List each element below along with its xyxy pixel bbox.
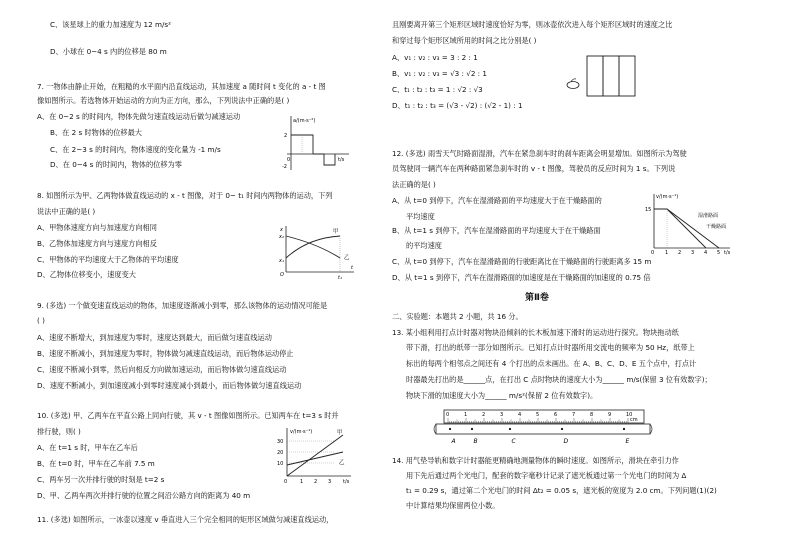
- q7-option-a: A、在 0~2 s 的时间内，物体先做匀速直线运动后做匀减速运动: [37, 112, 241, 121]
- q10-ytick: 10: [277, 461, 284, 467]
- q7-ytick: 2: [284, 133, 288, 139]
- q10-stem-line1: 10. (多选) 甲、乙两车在平直公路上同向行驶，其 v - t 图像如图所示。已知两车在 t=3 s 时并: [37, 411, 339, 420]
- tape-dot: [561, 428, 563, 430]
- q8-label-yi: 乙: [344, 255, 350, 261]
- q7-stem-line1: 7. 一物体由静止开始，在粗糙的水平面内沿直线运动，其加速度 a 随时间 t 变化的 a - t 图: [37, 82, 326, 91]
- q10-stem-line2: 排行驶，则( ): [37, 427, 81, 436]
- q8-label-jia: 甲: [333, 229, 339, 235]
- ruler-number: 7: [572, 412, 576, 418]
- tape-point-label: D: [563, 438, 569, 445]
- q8-option-a: A、甲物体速度方向与加速度方向相同: [37, 223, 157, 232]
- q7-ylabel: a/(m·s⁻²): [293, 118, 316, 124]
- q7-option-b: B、在 2 s 时物体的位移最大: [50, 128, 142, 137]
- q11-region-1: [587, 56, 603, 96]
- q8-ylabel: x: [280, 227, 283, 233]
- q11-stem-line3: 和穿过每个矩形区域所用的时间之比分别是( ): [392, 36, 537, 45]
- q12-xtick: 1: [665, 250, 669, 256]
- paper-tape: [436, 424, 650, 434]
- q12-option-c: C、从 t=0 到停下，汽车在湿滑路面的行驶距离比在干燥路面的行驶距离多 15 m: [392, 257, 652, 266]
- q10-option-a: A、在 t=1 s 时，甲车在乙车后: [37, 443, 138, 452]
- q11-stem-line2: 且刚要离开第三个矩形区域时速度恰好为零，则冰壶依次进入每个矩形区域时的速度之比: [392, 20, 673, 29]
- q9-option-b: B、速度不断减小，到加速度为零时，物体做匀减速直线运动，而后物体运动停止: [37, 349, 294, 358]
- q8-option-c: C、甲物体的平均速度大于乙物体的平均速度: [37, 255, 179, 264]
- tape-point-label: B: [473, 438, 478, 445]
- q9-option-d: D、速度不断减小，到加速度减小到零时速度减小到最小，而后物体做匀速直线运动: [37, 381, 302, 390]
- q10-ytick: 20: [277, 450, 284, 456]
- q14-line2: 用下先后通过两个光电门，配套的数字毫秒计记录了遮光板通过第一个光电门的时间为 Δ: [406, 471, 687, 480]
- q8-curve-yi: [286, 236, 340, 258]
- q12-stem-line2: 员驾驶同一辆汽车在两种路面紧急刹车时的 v - t 图像，驾驶员的反应时间为 1 s。下列说: [392, 164, 676, 173]
- q12-label-wet: 湿滑路面: [698, 213, 719, 219]
- q13-line1: 13. 某小组利用打点计时器对物块沿倾斜的长木板加速下滑时的运动进行探究。物块拖动纸: [392, 328, 679, 337]
- tape-dot: [471, 428, 473, 430]
- q11-stem-line1: 11. (多选) 如图所示，一冰壶以速度 v 垂直进入三个完全相同的矩形区域做匀减速直线运动，: [37, 515, 334, 524]
- q10-ytick: 30: [277, 439, 284, 445]
- q10-vt-graph: [275, 426, 355, 484]
- q10-label-jia: 甲: [337, 430, 343, 436]
- q14-line3: t₁ = 0.29 s，通过第二个光电门的时间 Δt₂ = 0.05 s，遮光板的宽度为 2.0 cm。下列问题(1)(2): [406, 486, 717, 495]
- q10-option-b: B、在 t=0 时，甲车在乙车前 7.5 m: [37, 459, 155, 468]
- right-column: [392, 0, 794, 560]
- q8-xt-graph: [278, 224, 358, 281]
- q9-option-c: C、速度不断减小到零，然后向相反方向做加速运动，而后物体做匀速直线运动: [37, 365, 287, 374]
- q10-xtick: 1: [300, 479, 304, 485]
- q12-ylabel: v/(m·s⁻¹): [656, 194, 679, 200]
- q7-at-graph: [283, 114, 353, 178]
- q12-option-b-line1: B、从 t=1 s 到停下，汽车在湿滑路面的平均速度大于在干燥路面: [392, 226, 601, 235]
- ruler-number: 4: [518, 412, 522, 418]
- q7-xlabel: t/s: [338, 157, 345, 163]
- q12-xtick: 0: [651, 250, 655, 256]
- q6-option-d: D、小球在 0~4 s 内的位移是 80 m: [50, 47, 167, 56]
- q10-option-c: C、两车另一次并排行驶的时刻是 t=2 s: [37, 475, 165, 484]
- ruler-number: 8: [590, 412, 594, 418]
- ruler-number: 10: [626, 412, 633, 418]
- q10-xtick: 0: [284, 479, 288, 485]
- ruler-body: [444, 410, 644, 423]
- q6-option-c: C、该星球上的重力加速度为 12 m/s²: [50, 20, 172, 29]
- q12-ytick: 15: [645, 207, 652, 213]
- q13-line2: 带下滑，打出的纸带一部分如图所示。已知打点计时器所用交流电的频率为 50 Hz，纸带上: [406, 343, 695, 352]
- ruler-number: 1: [464, 412, 468, 418]
- q7-a-segment2: [313, 154, 335, 165]
- section2-heading: 二、实验题：本题共 2 小题，共 16 分。: [392, 312, 523, 321]
- q11-option-c: C、t₁ : t₂ : t₃ = 1 : √2 : √3: [392, 85, 483, 94]
- ruler-number: 0: [446, 412, 450, 418]
- tape-dot: [449, 428, 451, 430]
- q10-xlabel: t/s: [343, 479, 350, 485]
- q11-region-2: [603, 56, 619, 96]
- q8-stem-line2: 说法中正确的是( ): [37, 207, 96, 216]
- tape-dot: [509, 428, 511, 430]
- tape-dot: [623, 428, 625, 430]
- q12-label-dry: 干燥路面: [706, 224, 727, 230]
- q7-stem-line2: 像如图所示。若选物体开始运动的方向为正方向，那么，下列说法中正确的是( ): [37, 96, 290, 105]
- q10-label-yi: 乙: [339, 460, 345, 466]
- q13-line4: 时器最先打出的是______点，在打出 C 点时物块的速度大小为______ m/s(保留 3 位有效数字)；: [406, 375, 712, 384]
- q14-line1: 14. 用气垫导轨和数字计时器能更精确地测量物体的瞬时速度。如图所示，滑块在牵引力作: [392, 456, 679, 465]
- q12-option-b-line2: 的平均速度: [406, 241, 442, 250]
- q12-xlabel: t/s: [724, 250, 731, 256]
- part2-title: 第Ⅱ卷: [525, 293, 549, 303]
- q8-origin: O: [280, 272, 284, 278]
- q7-option-c: C、在 2~3 s 的时间内，物体速度的变化量为 -1 m/s: [50, 145, 221, 154]
- q7-option-d: D、在 0~4 s 的时间内，物体的位移为零: [50, 160, 182, 169]
- ruler-unit: cm: [630, 417, 638, 423]
- q11-option-b: B、v₁ : v₂ : v₃ = √3 : √2 : 1: [392, 69, 487, 78]
- q12-xtick: 3: [691, 250, 695, 256]
- q11-option-d: D、t₁ : t₂ : t₃ = (√3 - √2) : (√2 - 1) : 1: [392, 101, 523, 110]
- q13-line5: 物块下滑的加速度大小为______ m/s²(保留 2 位有效数字)。: [406, 391, 598, 400]
- q10-option-d: D、甲、乙两车两次并排行驶的位置之间沿公路方向的距离为 40 m: [37, 491, 251, 500]
- ruler-number: 3: [500, 412, 504, 418]
- q10-ylabel: v/(m·s⁻¹): [290, 429, 313, 435]
- q11-region-3: [619, 56, 635, 96]
- q9-stem-line1: 9. (多选) 一个做变速直线运动的物体，加速度逐渐减小到零，那么该物体的运动情况可能是: [37, 301, 328, 310]
- q7-ytick: -2: [282, 164, 287, 170]
- q10-xtick: 3: [328, 479, 332, 485]
- q8-curve-jia: [286, 236, 340, 258]
- ruler-number: 6: [554, 412, 558, 418]
- q8-xlabel: t: [351, 265, 353, 271]
- q12-xtick: 2: [678, 250, 682, 256]
- q12-xtick: 5: [717, 250, 721, 256]
- q13-line3: 标出的每两个相邻点之间还有 4 个打出的点未画出。在 A、B、C、D、E 五个点中，打点计: [406, 359, 697, 368]
- q12-option-a-line2: 平均速度: [406, 212, 435, 221]
- q8-option-b: B、乙物体加速度方向与速度方向相反: [37, 239, 157, 248]
- q12-stem-line3: 法正确的是( ): [392, 180, 436, 189]
- q8-t1: t₁: [338, 275, 342, 281]
- q8-x1: x₁: [279, 258, 284, 264]
- ruler-number: 9: [608, 412, 612, 418]
- tape-point-label: C: [511, 438, 516, 445]
- q14-line4: 中计算结果均保留两位小数。: [406, 501, 500, 510]
- q12-stem-line1: 12. (多选) 雨雪天气时路面湿滑，汽车在紧急刹车时的刹车距离会明显增加。如图所示为驾驶: [392, 149, 687, 158]
- q12-vt-graph: [644, 190, 736, 256]
- q13-ruler-tape-figure: [434, 406, 656, 450]
- q11-curling-figure: [565, 52, 637, 102]
- tape-point-label: A: [451, 438, 456, 445]
- q8-option-d: D、乙物体位移变小，速度变大: [37, 270, 136, 279]
- q12-option-d: D、从 t=1 s 到停下，汽车在湿滑路面的加速度是在干燥路面的加速度的 0.75 倍: [392, 273, 651, 282]
- q7-xtick: 0: [287, 157, 291, 163]
- ruler-number: 2: [482, 412, 486, 418]
- ruler-number: 5: [536, 412, 540, 418]
- q11-option-a: A、v₁ : v₂ : v₃ = 3 : 2 : 1: [392, 53, 478, 62]
- q9-option-a: A、速度不断增大，到加速度为零时，速度达到最大，而后做匀速直线运动: [37, 333, 272, 342]
- q11-curling-stone-icon: [567, 82, 579, 89]
- q8-x2: x₂: [279, 234, 284, 240]
- q10-xtick: 2: [314, 479, 318, 485]
- q9-stem-line2: ( ): [37, 316, 45, 325]
- tape-point-label: E: [625, 438, 630, 445]
- q12-xtick: 4: [704, 250, 708, 256]
- q8-stem-line1: 8. 如图所示为甲、乙两物体做直线运动的 x - t 图像，对于 0~ t₁ 时间内两物体的运动，下列: [37, 191, 333, 200]
- q12-option-a-line1: A、从 t=0 到停下，汽车在湿滑路面的平均速度大于在干燥路面的: [392, 196, 602, 205]
